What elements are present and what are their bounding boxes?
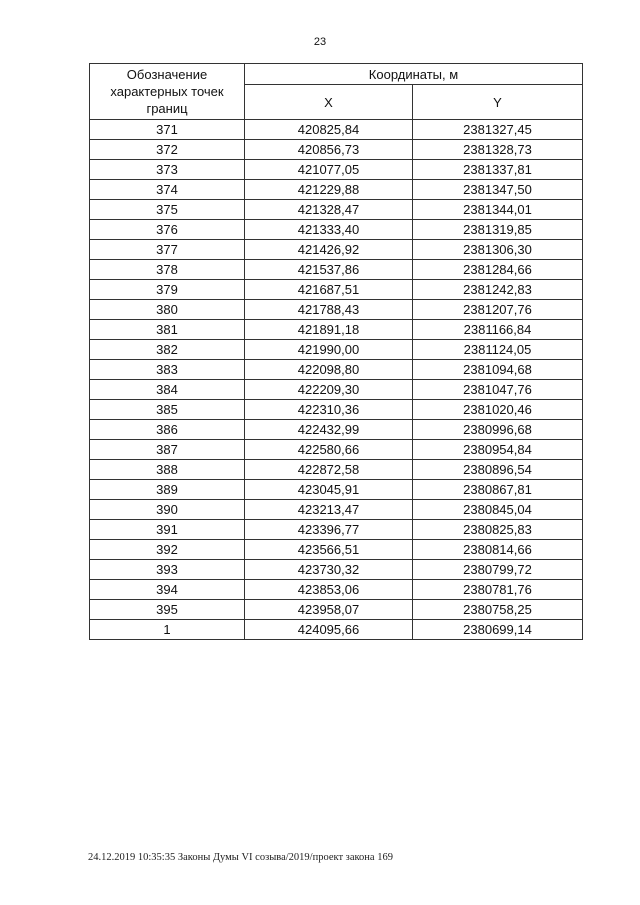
y-coordinate-cell: 2380781,76 — [413, 580, 583, 600]
point-cell: 393 — [90, 560, 245, 580]
point-cell: 377 — [90, 240, 245, 260]
y-coordinate-cell: 2381347,50 — [413, 180, 583, 200]
x-coordinate-cell: 423396,77 — [245, 520, 413, 540]
y-coordinate-cell: 2381166,84 — [413, 320, 583, 340]
x-coordinate-cell: 422580,66 — [245, 440, 413, 460]
y-coordinate-cell: 2380867,81 — [413, 480, 583, 500]
table-row — [90, 400, 583, 420]
table-row — [90, 500, 583, 520]
x-coordinate-cell: 421077,05 — [245, 160, 413, 180]
y-coordinate-cell: 2380699,14 — [413, 620, 583, 640]
y-header: Y — [413, 85, 583, 120]
table-row — [90, 240, 583, 260]
table-row — [90, 520, 583, 540]
x-coordinate-cell: 423213,47 — [245, 500, 413, 520]
point-cell: 379 — [90, 280, 245, 300]
y-coordinate-cell: 2380954,84 — [413, 440, 583, 460]
table-row — [90, 220, 583, 240]
point-cell: 1 — [90, 620, 245, 640]
table-row — [90, 560, 583, 580]
point-cell: 392 — [90, 540, 245, 560]
x-coordinate-cell: 421687,51 — [245, 280, 413, 300]
table-row — [90, 580, 583, 600]
table-row — [90, 300, 583, 320]
x-coordinate-cell: 420856,73 — [245, 140, 413, 160]
y-coordinate-cell: 2381094,68 — [413, 360, 583, 380]
point-cell: 375 — [90, 200, 245, 220]
x-coordinate-cell: 422432,99 — [245, 420, 413, 440]
x-coordinate-cell: 420825,84 — [245, 120, 413, 140]
y-coordinate-cell: 2380758,25 — [413, 600, 583, 620]
x-coordinate-cell: 423045,91 — [245, 480, 413, 500]
y-coordinate-cell: 2381344,01 — [413, 200, 583, 220]
table-row — [90, 340, 583, 360]
point-cell: 380 — [90, 300, 245, 320]
point-cell: 378 — [90, 260, 245, 280]
x-coordinate-cell: 421788,43 — [245, 300, 413, 320]
x-coordinate-cell: 421537,86 — [245, 260, 413, 280]
table-row — [90, 140, 583, 160]
table-row — [90, 620, 583, 640]
x-coordinate-cell: 422209,30 — [245, 380, 413, 400]
x-coordinate-cell: 421229,88 — [245, 180, 413, 200]
y-coordinate-cell: 2381047,76 — [413, 380, 583, 400]
table-row — [90, 120, 583, 140]
y-coordinate-cell: 2381124,05 — [413, 340, 583, 360]
y-coordinate-cell: 2381284,66 — [413, 260, 583, 280]
point-cell: 394 — [90, 580, 245, 600]
y-coordinate-cell: 2381328,73 — [413, 140, 583, 160]
point-cell: 374 — [90, 180, 245, 200]
y-coordinate-cell: 2380996,68 — [413, 420, 583, 440]
point-cell: 385 — [90, 400, 245, 420]
y-coordinate-cell: 2381327,45 — [413, 120, 583, 140]
table-row — [90, 160, 583, 180]
point-cell: 382 — [90, 340, 245, 360]
y-coordinate-cell: 2380896,54 — [413, 460, 583, 480]
x-coordinate-cell: 423566,51 — [245, 540, 413, 560]
table-row — [90, 320, 583, 340]
x-coordinate-cell: 421891,18 — [245, 320, 413, 340]
y-coordinate-cell: 2381306,30 — [413, 240, 583, 260]
point-designation-header: Обозначение характерных точек границ — [90, 64, 245, 120]
x-coordinate-cell: 424095,66 — [245, 620, 413, 640]
point-cell: 389 — [90, 480, 245, 500]
table-row — [90, 600, 583, 620]
table-row — [90, 380, 583, 400]
table-row — [90, 480, 583, 500]
x-coordinate-cell: 422310,36 — [245, 400, 413, 420]
point-cell: 371 — [90, 120, 245, 140]
table-row — [90, 280, 583, 300]
table-row — [90, 180, 583, 200]
table-row — [90, 420, 583, 440]
x-coordinate-cell: 423958,07 — [245, 600, 413, 620]
x-coordinate-cell: 421990,00 — [245, 340, 413, 360]
page-number: 23 — [313, 36, 327, 48]
point-cell: 376 — [90, 220, 245, 240]
y-coordinate-cell: 2381207,76 — [413, 300, 583, 320]
x-coordinate-cell: 421333,40 — [245, 220, 413, 240]
point-cell: 388 — [90, 460, 245, 480]
table-row — [90, 260, 583, 280]
point-cell: 381 — [90, 320, 245, 340]
point-cell: 372 — [90, 140, 245, 160]
y-coordinate-cell: 2380845,04 — [413, 500, 583, 520]
point-cell: 391 — [90, 520, 245, 540]
table-row — [90, 200, 583, 220]
point-cell: 387 — [90, 440, 245, 460]
x-header: X — [245, 85, 413, 120]
point-cell: 383 — [90, 360, 245, 380]
point-cell: 384 — [90, 380, 245, 400]
y-coordinate-cell: 2380799,72 — [413, 560, 583, 580]
table-body — [90, 120, 583, 640]
y-coordinate-cell: 2381242,83 — [413, 280, 583, 300]
point-cell: 390 — [90, 500, 245, 520]
point-cell: 386 — [90, 420, 245, 440]
y-coordinate-cell: 2380825,83 — [413, 520, 583, 540]
y-coordinate-cell: 2380814,66 — [413, 540, 583, 560]
x-coordinate-cell: 423853,06 — [245, 580, 413, 600]
x-coordinate-cell: 422098,80 — [245, 360, 413, 380]
table-row — [90, 460, 583, 480]
y-coordinate-cell: 2381020,46 — [413, 400, 583, 420]
table-row — [90, 360, 583, 380]
x-coordinate-cell: 421426,92 — [245, 240, 413, 260]
table-row — [90, 540, 583, 560]
coordinates-header: Координаты, м — [245, 64, 583, 85]
coordinates-table — [89, 63, 583, 640]
point-cell: 395 — [90, 600, 245, 620]
table-row — [90, 440, 583, 460]
point-cell: 373 — [90, 160, 245, 180]
x-coordinate-cell: 421328,47 — [245, 200, 413, 220]
x-coordinate-cell: 423730,32 — [245, 560, 413, 580]
x-coordinate-cell: 422872,58 — [245, 460, 413, 480]
y-coordinate-cell: 2381337,81 — [413, 160, 583, 180]
y-coordinate-cell: 2381319,85 — [413, 220, 583, 240]
document-footer: 24.12.2019 10:35:35 Законы Думы VI созыва/2019/проект закона 169 — [88, 852, 393, 863]
